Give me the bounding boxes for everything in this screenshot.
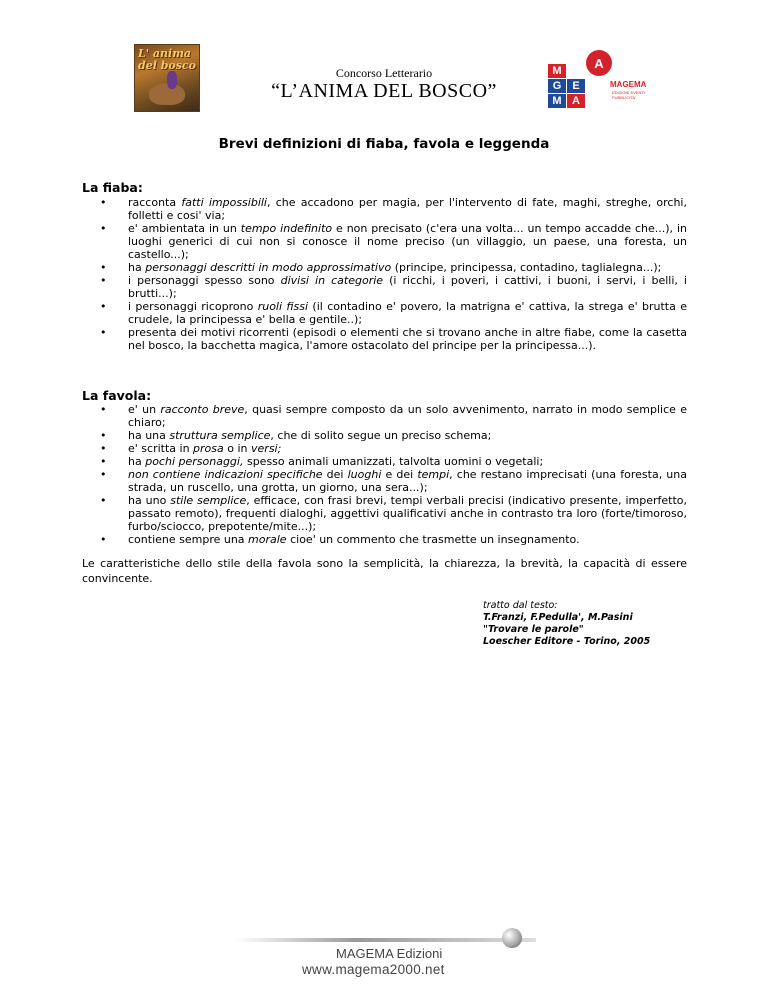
list-item: • ha personaggi descritti in modo approssimativo (principe, principessa, contadino, taglialegna...); — [100, 261, 687, 274]
emphasis-text: tempo indefinito — [240, 222, 333, 235]
section-heading-fiaba: La fiaba: — [82, 180, 143, 195]
emphasis-text: prosa — [193, 442, 224, 455]
logo-letter: M — [548, 94, 566, 108]
footer-publisher-name: MAGEMA Edizioni — [336, 946, 443, 961]
logo-letter: A — [567, 94, 585, 108]
magema-logo — [540, 50, 658, 110]
source-authors: T.Franzi, F.Pedulla', M.Pasini — [483, 612, 633, 623]
logo-blank-cell — [567, 64, 585, 78]
emphasis-text: fatti impossibili — [181, 196, 267, 209]
logo-letter-grid — [548, 64, 604, 106]
emphasis-text: struttura semplice — [169, 429, 271, 442]
emphasis-text: pochi personaggi, — [145, 455, 244, 468]
contest-label: Concorso Letterario — [335, 66, 433, 80]
logo-letter: G — [548, 79, 566, 93]
source-book: "Trovare le parole" — [483, 624, 584, 635]
logo-letter: M — [548, 64, 566, 78]
emphasis-text: divisi in categorie — [280, 274, 384, 287]
emphasis-text: versi; — [251, 442, 282, 455]
list-item: • ha pochi personaggi, spesso animali umanizzati, talvolta uomini o vegetali; — [100, 455, 687, 468]
source-intro: tratto dal testo: — [483, 600, 558, 611]
logo-left-text: L' anima del bosco — [138, 47, 196, 72]
footer-website: www.magema2000.net — [302, 962, 445, 977]
logo-blank-cell — [586, 64, 604, 78]
emphasis-text: stile semplice — [170, 494, 247, 507]
section-heading-favola: La favola: — [82, 388, 152, 403]
logo-blank-cell — [586, 94, 604, 108]
list-item: • i personaggi spesso sono divisi in categorie (i ricchi, i poveri, i cattivi, i buoni, i servi, i belli, i brutti...); — [100, 274, 687, 300]
emphasis-text: personaggi descritti in modo approssimativo — [145, 261, 392, 274]
list-item: • ha uno stile semplice, efficace, con frasi brevi, tempi verbali precisi (indicativo presente, imperfetto, passato remoto), frequenti dialoghi, aggettivi qualificativi anche in contrasto tra loro (forte/timoroso, furbo/sciocco, prepotente/mite...); — [100, 494, 687, 533]
footer-sphere-icon — [502, 928, 522, 948]
document-title: Brevi definizioni di fiaba, favola e leggenda — [218, 136, 550, 152]
emphasis-text: luoghi — [347, 468, 382, 481]
list-item: • racconta fatti impossibili, che accadono per magia, per l'intervento di fate, maghi, streghe, orchi, folletti e cosi' via; — [100, 196, 687, 222]
list-item: • presenta dei motivi ricorrenti (episodi o elementi che si trovano anche in altre fiabe, come la casetta nel bosco, la bacchetta magica, l'amore ostacolato del principe per la principessa...). — [100, 326, 687, 352]
logo-letter-bubble: A — [586, 50, 612, 76]
footer-banner — [236, 916, 536, 976]
logo-blank-cell — [586, 79, 604, 93]
contest-title: “L’ANIMA DEL BOSCO” — [271, 80, 497, 102]
emphasis-text: morale — [248, 533, 287, 546]
logo-brand-sub: EDIZIONI EVENTI PUBBLICITA' — [612, 90, 645, 100]
emphasis-text: tempi — [417, 468, 450, 481]
list-item: • e' ambientata in un tempo indefinito e non precisato (c'era una volta... un tempo accadde che...), in luoghi generici di cui non si conosce il nome preciso (un villaggio, un paese, una foresta, un castello...); — [100, 222, 687, 261]
footer-swoosh — [236, 938, 536, 942]
emphasis-text: racconto breve — [160, 403, 245, 416]
logo-letter: E — [567, 79, 585, 93]
list-item: • e' scritta in prosa o in versi; — [100, 442, 687, 455]
list-item: • ha una struttura semplice, che di solito segue un preciso schema; — [100, 429, 687, 442]
emphasis-text: non contiene indicazioni specifiche — [128, 468, 323, 481]
list-item: • i personaggi ricoprono ruoli fissi (il contadino e' povero, la matrigna e' cattiva, la strega e' brutta e crudele, la principessa e' bella e gentile..); — [100, 300, 687, 326]
list-item: • e' un racconto breve, quasi sempre composto da un solo avvenimento, narrato in modo semplice e chiaro; — [100, 403, 687, 429]
source-citation — [483, 600, 650, 648]
emphasis-text: ruoli fissi — [257, 300, 309, 313]
summary-paragraph: Le caratteristiche dello stile della favola sono la semplicità, la chiarezza, la brevità, la capacità di essere convincente. — [82, 557, 687, 585]
list-item: • non contiene indicazioni specifiche dei luoghi e dei tempi, che restano imprecisati (una foresta, una strada, un ruscello, una grotta, un giorno, una sera...); — [100, 468, 687, 494]
fiaba-list — [100, 196, 687, 352]
list-item: • contiene sempre una morale cioe' un commento che trasmette un insegnamento. — [100, 533, 687, 546]
logo-brand-name: MAGEMA — [610, 80, 647, 89]
source-publisher: Loescher Editore - Torino, 2005 — [483, 636, 651, 647]
favola-list — [100, 403, 687, 546]
